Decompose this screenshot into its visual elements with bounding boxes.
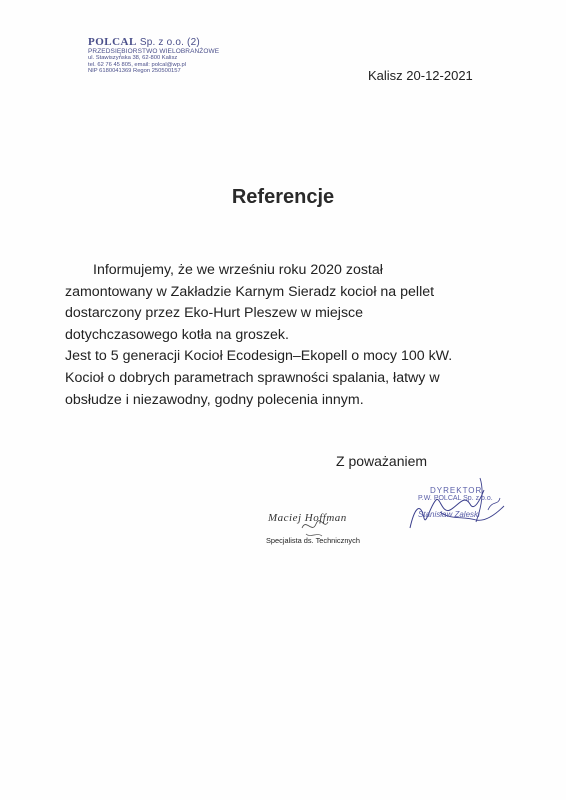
stamp-ids: NIP 6180041369 Regon 250500157: [88, 67, 181, 74]
director-title: DYREKTOR: [430, 486, 483, 495]
stamp-company-line: [88, 36, 228, 48]
stamp-company-name: POLCAL: [88, 36, 137, 48]
body-line: dotychczasowego kotła na groszek.: [65, 326, 289, 343]
letter-title: Referencje: [231, 186, 335, 208]
director-handwritten-signature: [380, 470, 530, 540]
stamp-address: ul. Stawiszyńska 38, 62-800 Kalisz: [88, 55, 178, 62]
director-name: Stanisław Zaleski: [418, 510, 480, 519]
director-company: P.W. POLCAL Sp. z o.o.: [418, 495, 493, 502]
letter-date: Kalisz 20-12-2021: [368, 68, 473, 83]
company-stamp: [88, 36, 228, 74]
stamp-company-type: PRZEDSIĘBIORSTWO WIELOBRANŻOWE: [88, 48, 220, 56]
stamp-contact: tel. 62 76 45 805, email: polcal@wp.pl: [88, 61, 187, 68]
body-line: obsłudze i niezawodny, godny polecenia innym.: [65, 391, 364, 408]
signature-right: [380, 470, 530, 540]
signer-role-left: Specjalista ds. Technicznych: [266, 536, 360, 545]
body-line: Informujemy, że we wrześniu roku 2020 został: [93, 262, 383, 278]
body-line: Kocioł o dobrych parametrach sprawności spalania, łatwy w: [65, 369, 440, 386]
letter-body: [65, 260, 533, 411]
closing-phrase: Z poważaniem: [336, 453, 428, 469]
body-line: dostarczony przez Eko-Hurt Pleszew w miejsce: [65, 305, 364, 322]
body-line: zamontowany w Zakładzie Karnym Sieradz kocioł na pellet: [65, 283, 435, 300]
signer-name-left: Maciej Hoffman: [268, 512, 347, 524]
stamp-company-suffix: Sp. z o.o. (2): [139, 37, 200, 48]
body-line: Jest to 5 generacji Kocioł Ecodesign–Ekopell o mocy 100 kW.: [65, 348, 453, 365]
